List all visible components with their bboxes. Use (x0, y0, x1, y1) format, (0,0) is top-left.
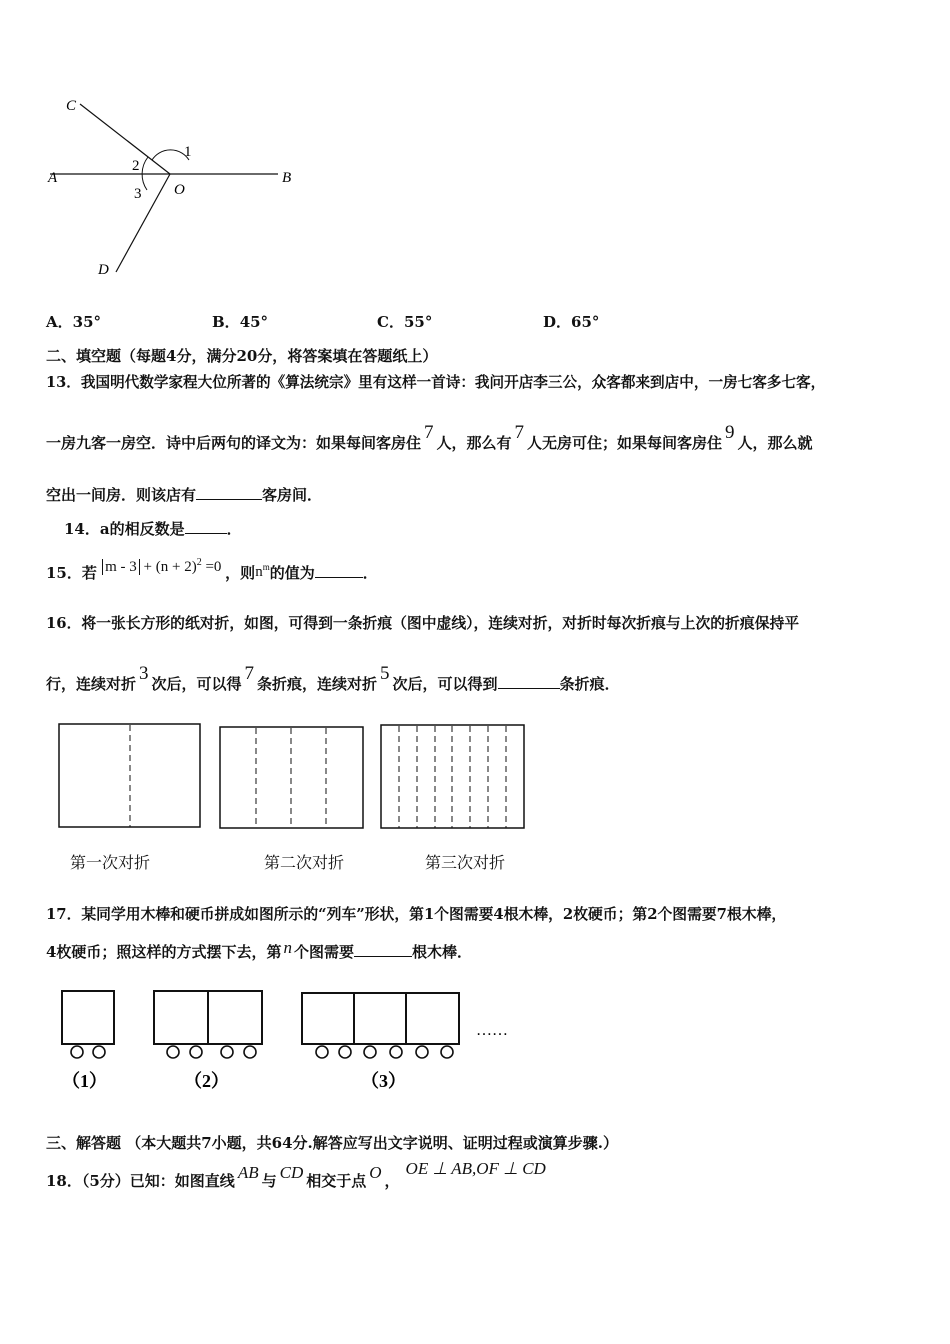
q15: 15．若 $m - 3 + (n + 2)^2 =0$ ，则$n^m$的值为 ． (46, 557, 378, 582)
fold-caption-1: 第一次对折 (70, 853, 151, 872)
q13-line1: 13．我国明代数学家程大位所著的《算法统宗》里有这样一首诗：我问开店李三公，众客都来到店中，一房七客多七客， (46, 374, 826, 391)
answer-blank[interactable] (185, 519, 227, 534)
fold-figure-3 (380, 724, 527, 830)
train-label-3: （3） (361, 1071, 406, 1091)
fold-figure-2 (219, 726, 366, 830)
label-C: C (66, 98, 77, 114)
answer-blank[interactable] (196, 485, 262, 500)
q13-line2: 一房九客一房空．诗中后两句的译文为：如果每间客房住 7 人，那么有 7 人无房可住；如果每间客房住 9 人，那么就 (46, 422, 813, 452)
answer-blank[interactable] (498, 674, 560, 689)
q14: 14．a的相反数是 ． (64, 520, 242, 538)
fold-figure-1 (58, 723, 203, 830)
option-c: C．55° (377, 313, 433, 331)
q16-line2: 行，连续对折 3 次后，可以得 7 条折痕，连续对折 5 次后，可以得到 条折痕． (46, 663, 620, 693)
label-D: D (98, 262, 109, 278)
label-1: 1 (184, 144, 192, 160)
q18: 18．（5分）已知：如图直线 AB 与 CD 相交于点 O ，OE ⊥ AB,OF ⊥ CD (46, 1159, 546, 1190)
angle-figure (40, 90, 310, 290)
q16-line1: 16．将一张长方形的纸对折，如图，可得到一条折痕（图中虚线），连续对折，对折时每次折痕与上次的折痕保持平 (46, 615, 800, 632)
option-b: B．45° (212, 313, 269, 331)
section3-heading: 三、解答题 （本大题共7小题，共64分.解答应写出文字说明、证明过程或演算步骤.） (46, 1134, 618, 1152)
label-A: A (48, 170, 58, 186)
label-O: O (174, 182, 185, 198)
option-d: D．65° (543, 313, 600, 331)
train-label-1: （1） (62, 1071, 107, 1091)
label-2: 2 (132, 158, 140, 174)
q13-line3: 空出一间房．则该店有 客房间． (46, 486, 323, 504)
label-3: 3 (134, 186, 142, 202)
q17-line1: 17．某同学用木棒和硬币拼成如图所示的“列车”形状，第1个图需要4根木棒，2枚硬币；第2个图需要7根木棒， (46, 906, 787, 923)
answer-blank[interactable] (315, 563, 363, 578)
label-B: B (282, 170, 292, 186)
train-figure (56, 985, 536, 1095)
fold-caption-3: 第三次对折 (425, 853, 506, 872)
train-ellipsis: …… (476, 1022, 508, 1039)
answer-blank[interactable] (354, 942, 412, 957)
option-a: A．35° (46, 313, 102, 331)
q17-line2: 4枚硬币；照这样的方式摆下去，第 n 个图需要 根木棒． (46, 938, 472, 961)
q15-expression: $m - 3 + (n + 2)^2 =0$ (102, 559, 225, 575)
section2-heading: 二、填空题（每题4分，满分20分，将答案填在答题纸上） (46, 347, 438, 365)
fold-caption-2: 第二次对折 (264, 853, 345, 872)
train-label-2: （2） (184, 1071, 229, 1091)
